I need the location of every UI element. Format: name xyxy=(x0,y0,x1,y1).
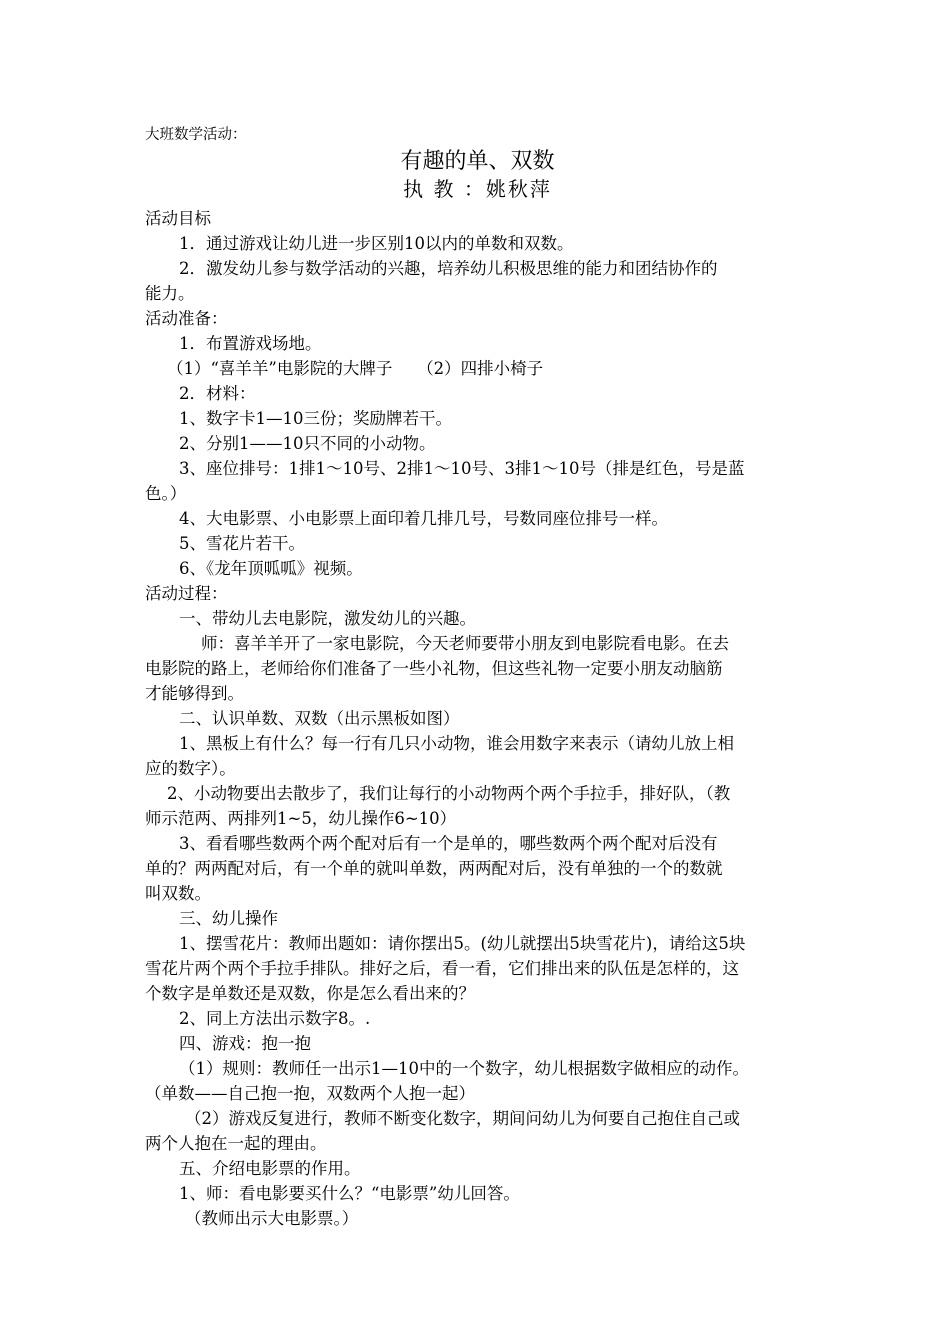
text-line: 一、带幼儿去电影院，激发幼儿的兴趣。 xyxy=(179,609,476,628)
text-line: （2）游戏反复进行，教师不断变化数字，期间问幼儿为何要自己抱住自己或 xyxy=(185,1109,740,1128)
text-line: 6、《龙年顶呱呱》视频。 xyxy=(179,559,363,578)
text-line: 1、师：看电影要买什么？“电影票”幼儿回答。 xyxy=(179,1184,520,1203)
text-line: 1、黑板上有什么？每一行有几只小动物，谁会用数字来表示（请幼儿放上相 xyxy=(179,734,734,753)
text-line: 两个人抱在一起的理由。 xyxy=(145,1134,327,1153)
section-heading: 活动过程： xyxy=(145,584,228,603)
page-title: 有趣的单、双数 xyxy=(400,149,555,174)
text-line: 2．材料： xyxy=(179,384,256,403)
text-line: 二、认识单数、双数（出示黑板如图） xyxy=(179,709,460,728)
text-line: 5、雪花片若干。 xyxy=(179,534,305,553)
text-line: 个数字是单数还是双数，你是怎么看出来的？ xyxy=(145,984,475,1003)
text-line: （教师出示大电影票。） xyxy=(185,1209,359,1228)
text-line: 四、游戏：抱一抱 xyxy=(179,1034,311,1053)
document-body xyxy=(145,124,810,1231)
text-line: 1．布置游戏场地。 xyxy=(179,334,322,353)
text-line: 雪花片两个两个手拉手排队。排好之后，看一看，它们排出来的队伍是怎样的，这 xyxy=(145,959,739,978)
text-line: 色。） xyxy=(145,484,187,503)
text-line: 师：喜羊羊开了一家电影院，今天老师要带小朋友到电影院看电影。在去 xyxy=(201,634,729,653)
text-line: 能力。 xyxy=(145,284,195,303)
text-line: 2、分别1——10只不同的小动物。 xyxy=(179,434,436,453)
text-line: 才能够得到。 xyxy=(145,684,244,703)
text-line: 2、同上方法出示数字8。. xyxy=(179,1009,371,1028)
text-line: （1）“喜羊羊”电影院的大牌子 （2）四排小椅子 xyxy=(167,359,544,378)
text-line: （1）规则：教师任一出示1—10中的一个数字，幼儿根据数字做相应的动作。 xyxy=(179,1059,749,1078)
text-line: 1．通过游戏让幼儿进一步区别10以内的单数和双数。 xyxy=(179,234,574,253)
text-line: 1、数字卡1—10三份；奖励牌若干。 xyxy=(179,409,452,428)
text-line: 师示范两、两排列1~5，幼儿操作6~10） xyxy=(145,809,457,828)
section-heading: 活动目标 xyxy=(145,209,211,228)
text-line: 叫双数。 xyxy=(145,884,211,903)
text-line: 应的数字）。 xyxy=(145,759,236,778)
text-line: 电影院的路上，老师给你们准备了一些小礼物，但这些礼物一定要小朋友动脑筋 xyxy=(145,659,723,678)
text-line: （单数——自己抱一抱，双数两个人抱一起） xyxy=(145,1084,475,1103)
text-line: 3、座位排号：1排1～10号、2排1～10号、3排1～10号（排是红色，号是蓝 xyxy=(179,459,745,478)
text-line: 2、小动物要出去散步了，我们让每行的小动物两个两个手拉手，排好队，（教 xyxy=(167,784,731,803)
text-line: 4、大电影票、小电影票上面印着几排几号，号数同座位排号一样。 xyxy=(179,509,668,528)
text-line: 五、介绍电影票的作用。 xyxy=(179,1159,361,1178)
text-line: 三、幼儿操作 xyxy=(179,909,278,928)
text-line: 2．激发幼儿参与数学活动的兴趣，培养幼儿积极思维的能力和团结协作的 xyxy=(179,259,718,278)
activity-header: 大班数学活动： xyxy=(145,127,247,143)
text-line: 1、摆雪花片：教师出题如：请你摆出5。(幼儿就摆出5块雪花片)，请给这5块 xyxy=(179,934,746,953)
teacher-line: 执 教 ：姚秋萍 xyxy=(403,177,552,201)
text-line: 单的？两两配对后，有一个单的就叫单数，两两配对后，没有单独的一个的数就 xyxy=(145,859,723,878)
section-heading: 活动准备： xyxy=(145,309,228,328)
text-line: 3、看看哪些数两个两个配对后有一个是单的，哪些数两个两个配对后没有 xyxy=(179,834,718,853)
